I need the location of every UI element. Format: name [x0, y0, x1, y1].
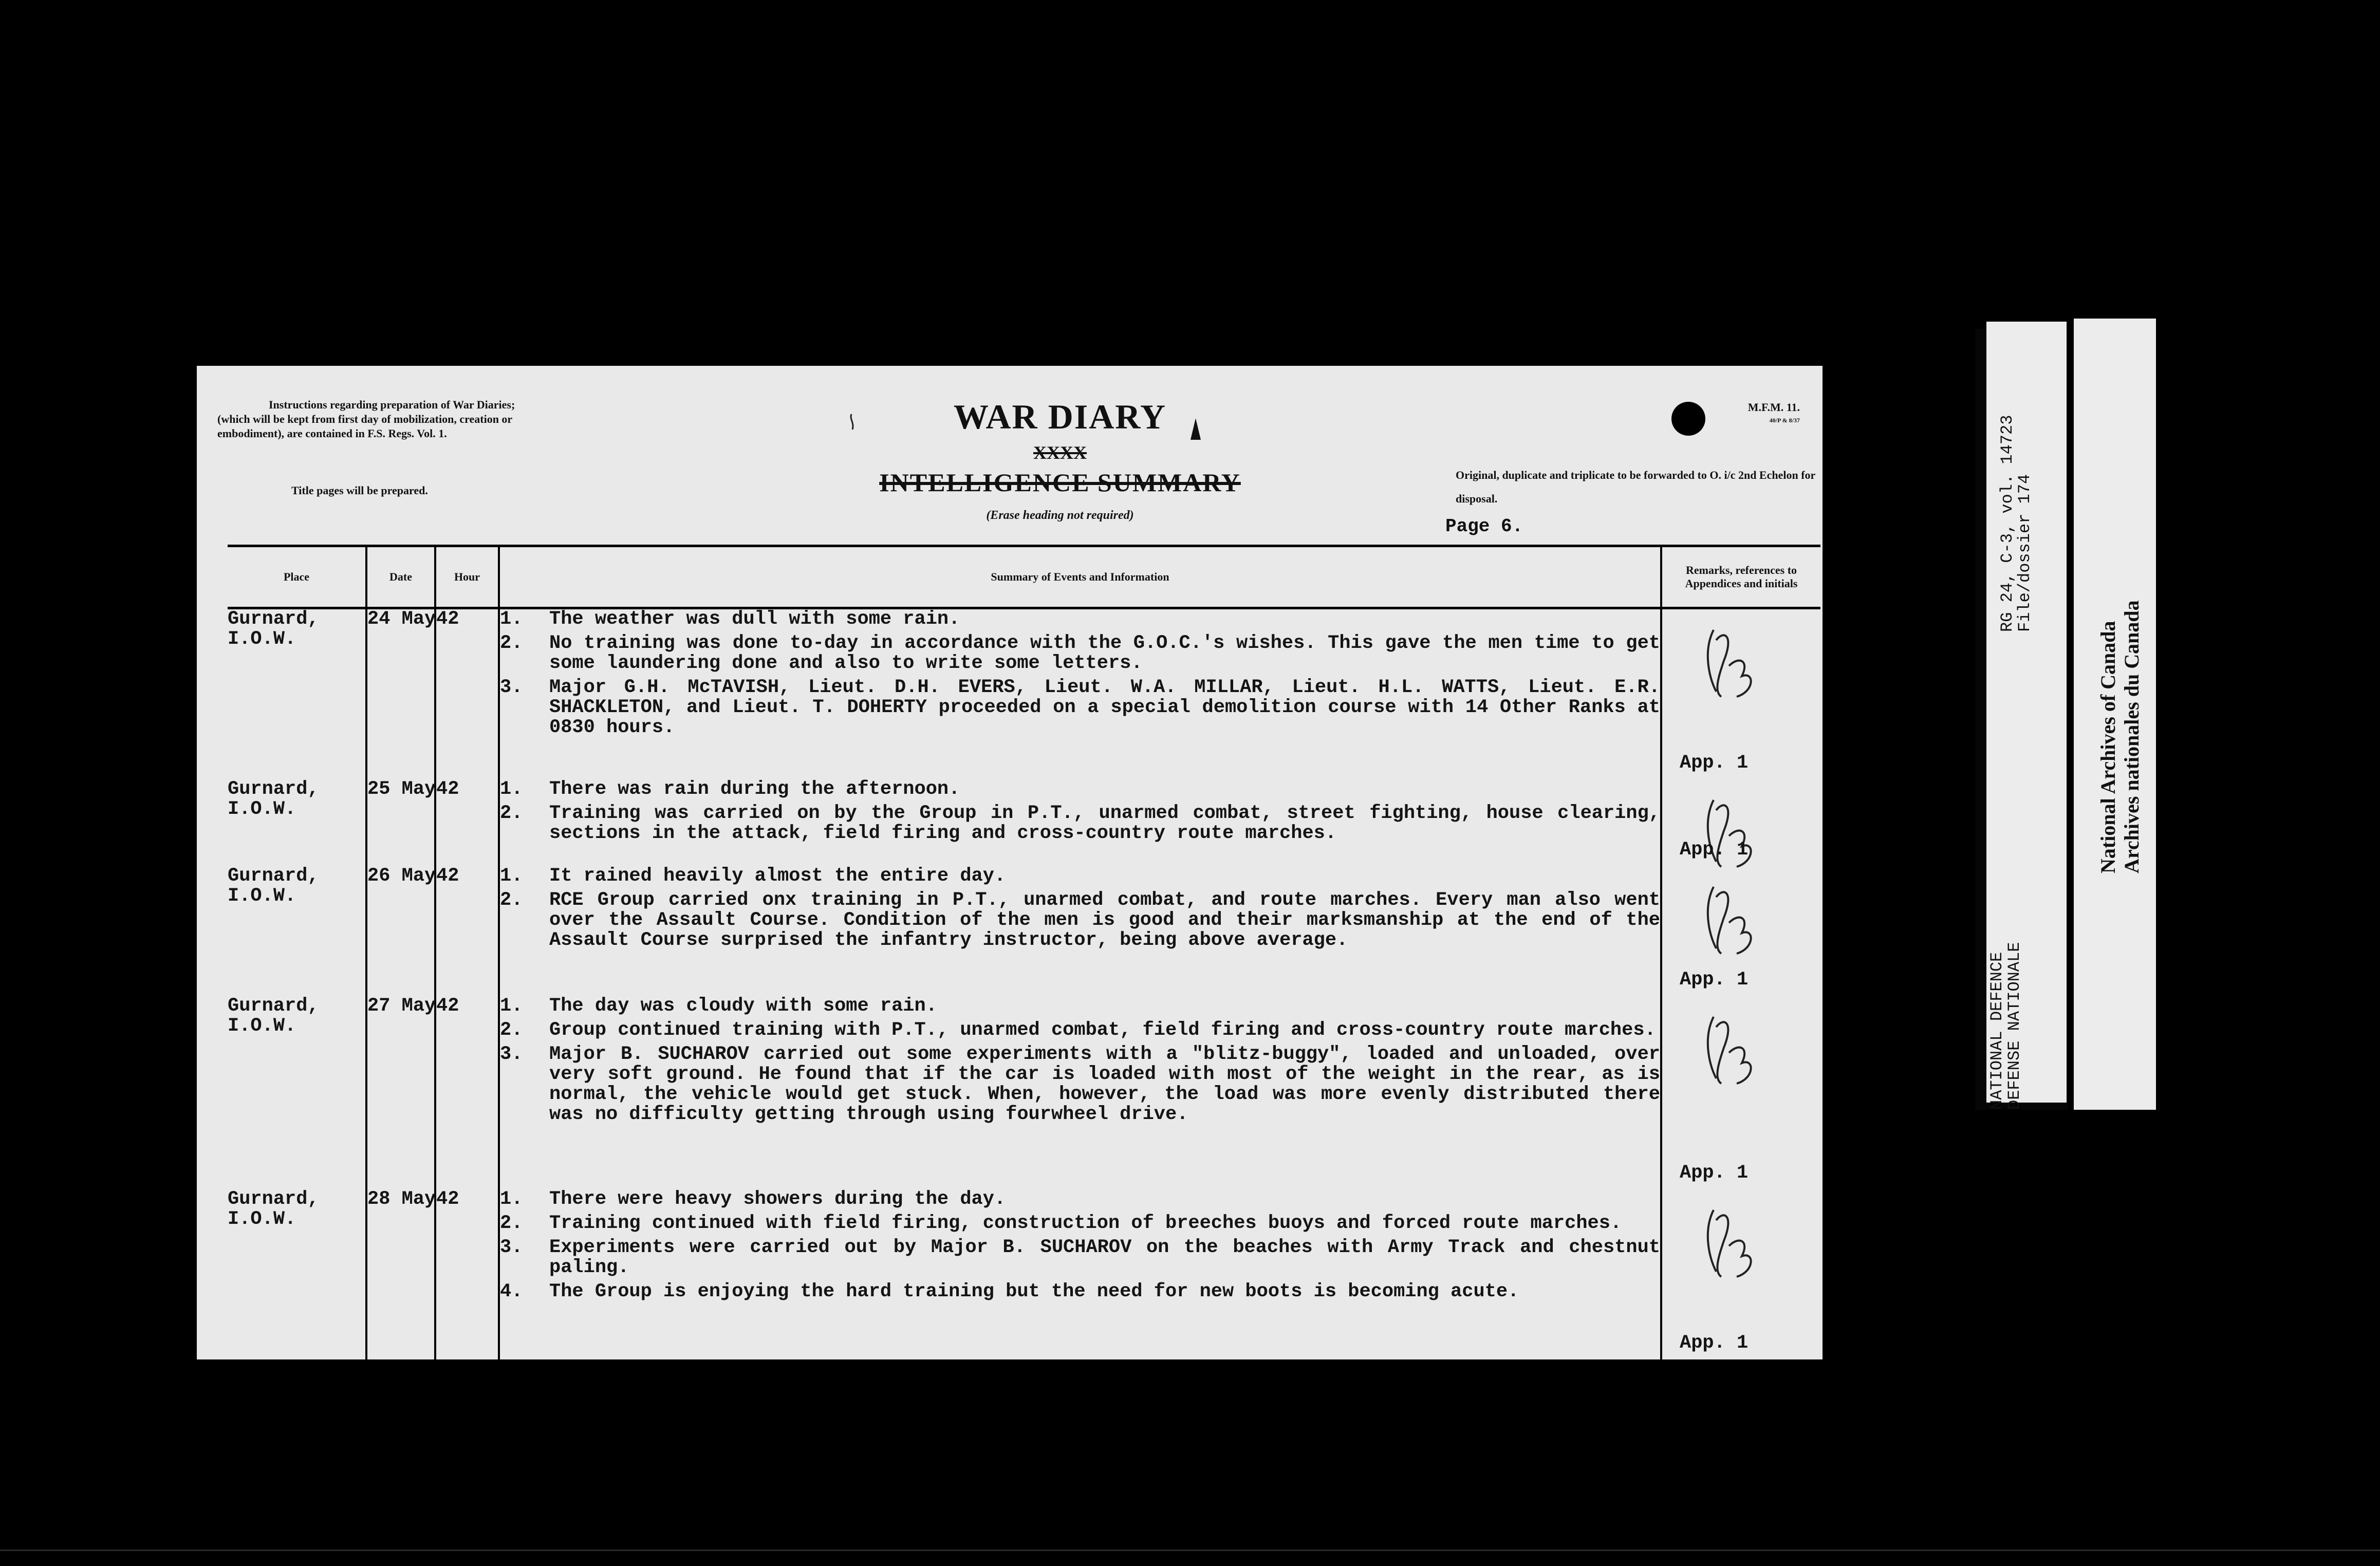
document-title: WAR DIARY	[953, 397, 1167, 436]
summary-item	[500, 1214, 1660, 1234]
instructions-note: Instructions regarding preparation of War Diaries; (which will be kept from first day of mobilization, creation or embodiment), are contained in F.S. Regs. Vol. 1.	[217, 398, 515, 440]
entry-place: Gurnard, I.O.W.	[228, 866, 366, 996]
summary-item	[500, 890, 1660, 950]
handwritten-initials	[1693, 877, 1770, 964]
entry-hour: 42	[435, 996, 499, 1189]
archives-en: National Archives of Canada	[2096, 621, 2119, 873]
appendix-reference: App. 1	[1680, 969, 1749, 991]
summary-item-number: 2.	[500, 802, 523, 824]
summary-item-number: 3.	[500, 677, 523, 698]
handwritten-initials	[1693, 1006, 1770, 1094]
entry-hour: 42	[435, 779, 499, 866]
summary-item	[500, 678, 1660, 738]
header-place: Place	[228, 546, 366, 608]
summary-item-list	[500, 779, 1660, 844]
header-summary: Summary of Events and Information	[499, 546, 1661, 608]
archives-fr: Archives nationales du Canada	[2120, 600, 2143, 873]
header-hour: Hour	[435, 546, 499, 608]
archive-reference	[1999, 415, 2034, 632]
summary-item-text: The day was cloudy with some rain.	[549, 995, 937, 1017]
entry-summary	[499, 866, 1661, 996]
header-date: Date	[366, 546, 435, 608]
entry-remarks	[1661, 1189, 1820, 1359]
entry-date: 25 May	[366, 779, 435, 866]
page-number: Page 6.	[1445, 516, 1523, 537]
summary-item-number: 1.	[500, 608, 523, 630]
entry-hour: 42	[435, 608, 499, 779]
summary-item-text: It rained heavily almost the entire day.	[549, 865, 1006, 887]
summary-item	[500, 804, 1660, 844]
entry-place: Gurnard, I.O.W.	[228, 1189, 366, 1359]
handwritten-initials	[1693, 790, 1770, 877]
handwritten-initials	[1693, 1200, 1770, 1287]
diary-entry-row	[228, 1189, 1820, 1359]
summary-item-number: 2.	[500, 632, 523, 654]
summary-item-number: 2.	[500, 1019, 523, 1041]
summary-item	[500, 1045, 1660, 1125]
department-label	[1988, 942, 2023, 1110]
entry-place: Gurnard, I.O.W.	[228, 608, 366, 779]
summary-item-number: 1.	[500, 995, 523, 1017]
entry-remarks	[1661, 779, 1820, 866]
summary-item-number: 1.	[500, 778, 523, 800]
summary-item-text: There were heavy showers during the day.	[549, 1188, 1006, 1210]
entry-summary	[499, 996, 1661, 1189]
entry-summary	[499, 1189, 1661, 1359]
forwarding-note: Original, duplicate and triplicate to be forwarded to O. i/c 2nd Echelon for disposal.	[1456, 469, 1815, 505]
diary-table	[228, 545, 1820, 1359]
summary-item-list	[500, 609, 1660, 738]
archive-reference-line1: RG 24, C-3, vol. 14723	[1998, 415, 2017, 632]
entry-place: Gurnard, I.O.W.	[228, 996, 366, 1189]
entry-date: 28 May	[366, 1189, 435, 1359]
pen-tick-mark	[848, 412, 861, 433]
archive-reference-line2: File/dossier 174	[2015, 474, 2034, 632]
summary-item-number: 2.	[500, 889, 523, 911]
entry-summary	[499, 779, 1661, 866]
summary-item	[500, 1189, 1660, 1209]
summary-item-text: Major B. SUCHAROV carried out some experiments with a "blitz-buggy", loaded and unloaded, over very soft ground. He found that if the car is loaded with most of the weight in the rear, as is normal, the vehicle would get stuck. When, however, the load was more evenly distributed there was no difficulty getting through using fourwheel drive.	[549, 1043, 1660, 1125]
summary-item-text: The Group is enjoying the hard training but the need for new boots is becoming acute.	[549, 1280, 1519, 1302]
form-sub-text: 40/P & 8/37	[1769, 417, 1800, 424]
summary-item-number: 1.	[500, 865, 523, 887]
summary-item-text: There was rain during the afternoon.	[549, 778, 960, 800]
struck-heading: INTELLIGENCE SUMMARY	[879, 468, 1241, 497]
erase-heading-note: (Erase heading not required)	[986, 509, 1134, 522]
department-fr: DEFENSE NATIONALE	[2005, 942, 2024, 1110]
summary-item	[500, 866, 1660, 886]
entry-remarks	[1661, 996, 1820, 1189]
diary-entry-row	[228, 866, 1820, 996]
summary-item-text: RCE Group carried onx training in P.T., unarmed combat, and route marches. Every man also went over the Assault Course. Condition of the men is good and their marksmanship at the end of the Assault Course surprised the infantry instructor, being above average.	[549, 889, 1660, 951]
summary-item	[500, 609, 1660, 629]
entry-place: Gurnard, I.O.W.	[228, 779, 366, 866]
entry-hour: 42	[435, 1189, 499, 1359]
summary-item-number: 2.	[500, 1212, 523, 1234]
summary-item-number: 1.	[500, 1188, 523, 1210]
appendix-reference: App. 1	[1680, 838, 1749, 861]
diary-entry-row	[228, 996, 1820, 1189]
entry-date: 27 May	[366, 996, 435, 1189]
appendix-reference: App. 1	[1680, 752, 1749, 774]
title-pages-note: Title pages will be prepared.	[291, 484, 428, 497]
form-number	[1697, 402, 1800, 426]
archives-name	[2096, 600, 2144, 873]
summary-item-text: The weather was dull with some rain.	[549, 608, 960, 630]
summary-item-text: Training continued with field firing, construction of breeches buoys and forced route marches.	[549, 1212, 1622, 1234]
summary-item-text: Experiments were carried out by Major B. SUCHAROV on the beaches with Army Track and chestnut paling.	[549, 1236, 1660, 1278]
table-header-row	[228, 546, 1820, 608]
summary-item	[500, 996, 1660, 1016]
entry-hour: 42	[435, 866, 499, 996]
appendix-reference: App. 1	[1680, 1332, 1749, 1354]
appendix-reference: App. 1	[1680, 1162, 1749, 1184]
summary-item	[500, 1238, 1660, 1278]
entry-summary	[499, 608, 1661, 779]
summary-item-number: 3.	[500, 1236, 523, 1258]
department-en: NATIONAL DEFENCE	[1987, 952, 2006, 1110]
summary-item	[500, 633, 1660, 674]
summary-item-text: Major G.H. McTAVISH, Lieut. D.H. EVERS, Lieut. W.A. MILLAR, Lieut. H.L. WATTS, Lieut. E.R. SHACKLETON, and Lieut. T. DOHERTY proceeded on a special demolition course with 14 Other Ranks at 0830 hours.	[549, 677, 1660, 738]
summary-item-number: 4.	[500, 1280, 523, 1302]
diary-entry-row	[228, 608, 1820, 779]
summary-item-number: 3.	[500, 1043, 523, 1065]
header-remarks: Remarks, references to Appendices and initials	[1661, 546, 1820, 608]
entry-remarks	[1661, 866, 1820, 996]
scan-edge-line	[0, 1550, 2380, 1551]
entry-remarks	[1661, 608, 1820, 779]
entry-date: 24 May	[366, 608, 435, 779]
summary-item-text: No training was done to-day in accordance with the G.O.C.'s wishes. This gave the men time to get some laundering done and also to write some letters.	[549, 632, 1660, 674]
struck-or-text: XXXX	[1033, 442, 1087, 463]
summary-item-list	[500, 996, 1660, 1125]
entry-date: 26 May	[366, 866, 435, 996]
summary-item-text: Group continued training with P.T., unarmed combat, field firing and cross-country route marches.	[549, 1019, 1656, 1041]
summary-item-list	[500, 866, 1660, 950]
diary-entry-row	[228, 779, 1820, 866]
summary-item	[500, 779, 1660, 799]
form-number-text: M.F.M. 11.	[1747, 401, 1800, 414]
summary-item	[500, 1282, 1660, 1302]
summary-item	[500, 1020, 1660, 1040]
summary-item-text: Training was carried on by the Group in P.T., unarmed combat, street fighting, house clearing, sections in the attack, field firing and cross-country route marches.	[549, 802, 1660, 844]
handwritten-initials	[1693, 620, 1770, 707]
summary-item-list	[500, 1189, 1660, 1302]
war-diary-page	[197, 366, 1823, 1359]
